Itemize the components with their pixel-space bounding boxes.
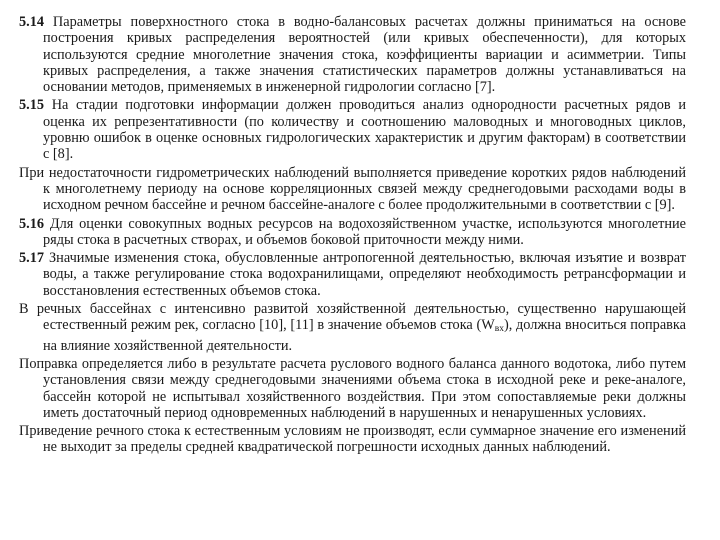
clause-number: 5.17 — [19, 250, 45, 267]
paragraph-text: Поправка определяется либо в результате расчета руслового водного баланса данного водотока, либо путем установления связи между среднегодовыми значениями объема стока в исходной реке и реке-аналоге, бассейн которой не испытывал хозяйственного воздействия. При этом сопоставляемые реки должны иметь достаточный период одновременных наблюдений в нарушенных и ненарушенных условиях. — [19, 355, 686, 421]
paragraph-text: На стадии подготовки информации должен проводиться анализ однородности расчетных рядов и оценка их репрезентативности (по количеству и соотношению маловодных и многоводных циклов, уровню ошибок в оценке основных гидрологических характеристик и другим факторам) в соответствии с [8]. — [43, 97, 686, 163]
paragraph-text-after: ), должна вноситься поправка на влияние хозяйственной деятельности. — [43, 317, 686, 354]
subscript: вх — [494, 324, 504, 335]
clause-number: 5.16 — [19, 215, 45, 232]
paragraph-text: Параметры поверхностного стока в водно-балансовых расчетах должны приниматься на основе построения кривых распределения вероятностей (или кривых обеспеченности), для которых используются средние многолетние значения стока, коэффициенты вариации и асимметрии. Типы кривых распределения, а также значения статистических параметров должны устанавливаться на основании методов, применяемых в инженерной гидрологии согласно [7]. — [43, 14, 686, 96]
paragraph-5-15 — [19, 97, 686, 162]
paragraph-text: В речных бассейнах с интенсивно развитой хозяйственной деятельностью, существенно нарушающей естественный режим рек, согласно [10], [11] в значение объемов стока (W — [19, 301, 686, 334]
paragraph-5-14 — [19, 14, 686, 95]
clause-number: 5.14 — [19, 14, 45, 30]
paragraph-natural-conditions — [19, 423, 686, 456]
paragraph-economic-activity — [19, 301, 686, 354]
clause-number: 5.15 — [19, 97, 45, 114]
paragraph-correction — [19, 356, 686, 421]
paragraph-insufficient-observations — [19, 165, 686, 214]
paragraph-text: Значимые изменения стока, обусловленные антропогенной деятельностью, включая изъятие и возврат воды, а также регулирование стока водохранилищами, определяют необходимость ретрансформации и восстановления естественных объемов стока. — [43, 250, 686, 299]
paragraph-text: Приведение речного стока к естественным условиям не производят, если суммарное значение его изменений не выходит за пределы средней квадратической погрешности исходных данных наблюдений. — [19, 423, 686, 456]
paragraph-text: Для оценки совокупных водных ресурсов на водохозяйственном участке, используются многолетние ряды стока в расчетных створах, и объемов боковой приточности между ними. — [43, 215, 686, 248]
paragraph-5-17 — [19, 250, 686, 299]
paragraph-5-16 — [19, 216, 686, 249]
paragraph-text: При недостаточности гидрометрических наблюдений выполняется приведение коротких рядов наблюдений к многолетнему периоду на основе корреляционных связей между среднегодовыми расходами воды в исходном речном бассейне и речном бассейне-аналоге с более продолжительными в соответствии с [9]. — [19, 164, 686, 214]
